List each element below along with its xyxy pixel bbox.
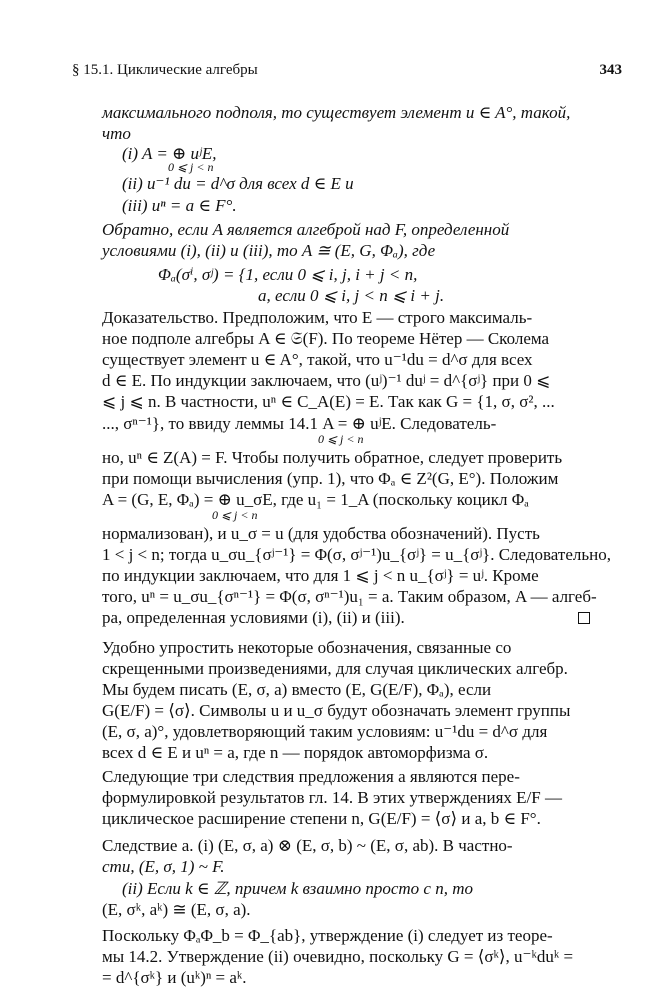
text-line: ⩽ j ⩽ n. В частности, uⁿ ∈ C_A(E) = E. Так как G = {1, σ, σ², ... [102, 392, 555, 411]
text-line: = d^{σᵏ} и (uᵏ)ⁿ = aᵏ. [102, 968, 247, 987]
text-line: Следующие три следствия предложения a являются пере- [102, 767, 520, 786]
text-line: скрещенными произведениями, для случая циклических алгебр. [102, 659, 568, 678]
text-line: Удобно упростить некоторые обозначения, связанные со [102, 638, 512, 657]
text-line: Поскольку ΦₐΦ_b = Φ_{ab}, утверждение (i) следует из теоре- [102, 926, 553, 945]
formula-subscript: 0 ⩽ j < n [168, 160, 214, 174]
formula-line: (iii) uⁿ = a ∈ F°. [122, 196, 237, 215]
text-line: Доказательство. Предположим, что E — строго максималь- [102, 308, 533, 327]
text-line: ра, определенная условиями (i), (ii) и (iii). [102, 608, 405, 627]
text-line: существует элемент u ∈ A°, такой, что u⁻¹du = d^σ для всех [102, 350, 533, 369]
text-line: (ii) Если k ∈ ℤ, причем k взаимно просто с n, то [122, 879, 473, 898]
text-line: мы 14.2. Утверждение (ii) очевидно, поскольку G = ⟨σᵏ⟩, u⁻ᵏduᵏ = [102, 947, 574, 966]
text-line: Мы будем писать (E, σ, a) вместо (E, G(E/F), Φₐ), если [102, 680, 492, 699]
text-line: ..., σⁿ⁻¹}, то ввиду леммы 14.1 A = ⊕ uʲE. Следователь- [102, 414, 497, 433]
text-line: (E, σᵏ, aᵏ) ≅ (E, σ, a). [102, 900, 251, 919]
text-line: максимального подполя, то существует элемент u ∈ A°, такой, [102, 103, 571, 122]
formula-line: a, если 0 ⩽ i, j < n ⩽ i + j. [258, 286, 445, 305]
text-line: d ∈ E. По индукции заключаем, что (uʲ)⁻¹ duʲ = d^{σʲ} при 0 ⩽ [102, 371, 551, 390]
formula-subscript: 0 ⩽ j < n [212, 508, 258, 522]
text-line: сти, (E, σ, 1) ~ F. [102, 857, 225, 876]
corollary-heading: Следствие a. (i) (E, σ, a) ⊗ (E, σ, b) ~ (E, σ, ab). В частно- [102, 836, 513, 855]
section-title: § 15.1. Циклические алгебры [72, 62, 258, 78]
text-line: нормализован), и u_σ = u (для удобства обозначений). Пусть [102, 524, 540, 543]
formula-line: (ii) u⁻¹ du = d^σ для всех d ∈ E и [122, 174, 354, 193]
page-number: 343 [599, 62, 622, 78]
text-line: циклическое расширение степени n, G(E/F) = ⟨σ⟩ и a, b ∈ F°. [102, 809, 541, 828]
formula-subscript: 0 ⩽ j < n [318, 432, 364, 446]
qed-symbol [578, 612, 590, 624]
text-line: G(E/F) = ⟨σ⟩. Символы u и u_σ будут обозначать элемент группы [102, 701, 571, 720]
text-line: Обратно, если A является алгеброй над F, определенной [102, 220, 510, 239]
text-line: всех d ∈ E и uⁿ = a, где n — порядок автоморфизма σ. [102, 743, 489, 762]
formula-line: Φₐ(σⁱ, σʲ) = {1, если 0 ⩽ i, j, i + j < n, [158, 265, 418, 284]
text-line: 1 < j < n; тогда u_σu_{σʲ⁻¹} = Φ(σ, σʲ⁻¹)u_{σʲ} = u_{σʲ}. Следовательно, [102, 545, 611, 564]
text-line: формулировкой результатов гл. 14. В этих утверждениях E/F — [102, 788, 562, 807]
text-line: что [102, 124, 131, 143]
text-line: по индукции заключаем, что для 1 ⩽ j < n u_{σʲ} = uʲ. Кроме [102, 566, 539, 585]
text-line: того, uⁿ = u_σu_{σⁿ⁻¹} = Φ(σ, σⁿ⁻¹)u₁ = a. Таким образом, A — алгеб- [102, 587, 597, 606]
text-line: A = (G, E, Φₐ) = ⊕ u_σE, где u₁ = 1_A (поскольку коцикл Φₐ [102, 490, 529, 509]
formula-line: (i) A = ⊕ uʲE, [122, 144, 217, 163]
text-line: ное подполе алгебры A ∈ 𝔖(F). По теореме Нётер — Сколема [102, 329, 550, 348]
text-line: условиями (i), (ii) и (iii), то A ≅ (E, G, Φₐ), где [102, 241, 436, 260]
text-line: при помощи вычисления (упр. 1), что Φₐ ∈ Z²(G, E°). Положим [102, 469, 559, 488]
text-line: но, uⁿ ∈ Z(A) = F. Чтобы получить обратное, следует проверить [102, 448, 563, 467]
text-line: (E, σ, a)°, удовлетворяющий таким условиям: u⁻¹du = d^σ для [102, 722, 548, 741]
